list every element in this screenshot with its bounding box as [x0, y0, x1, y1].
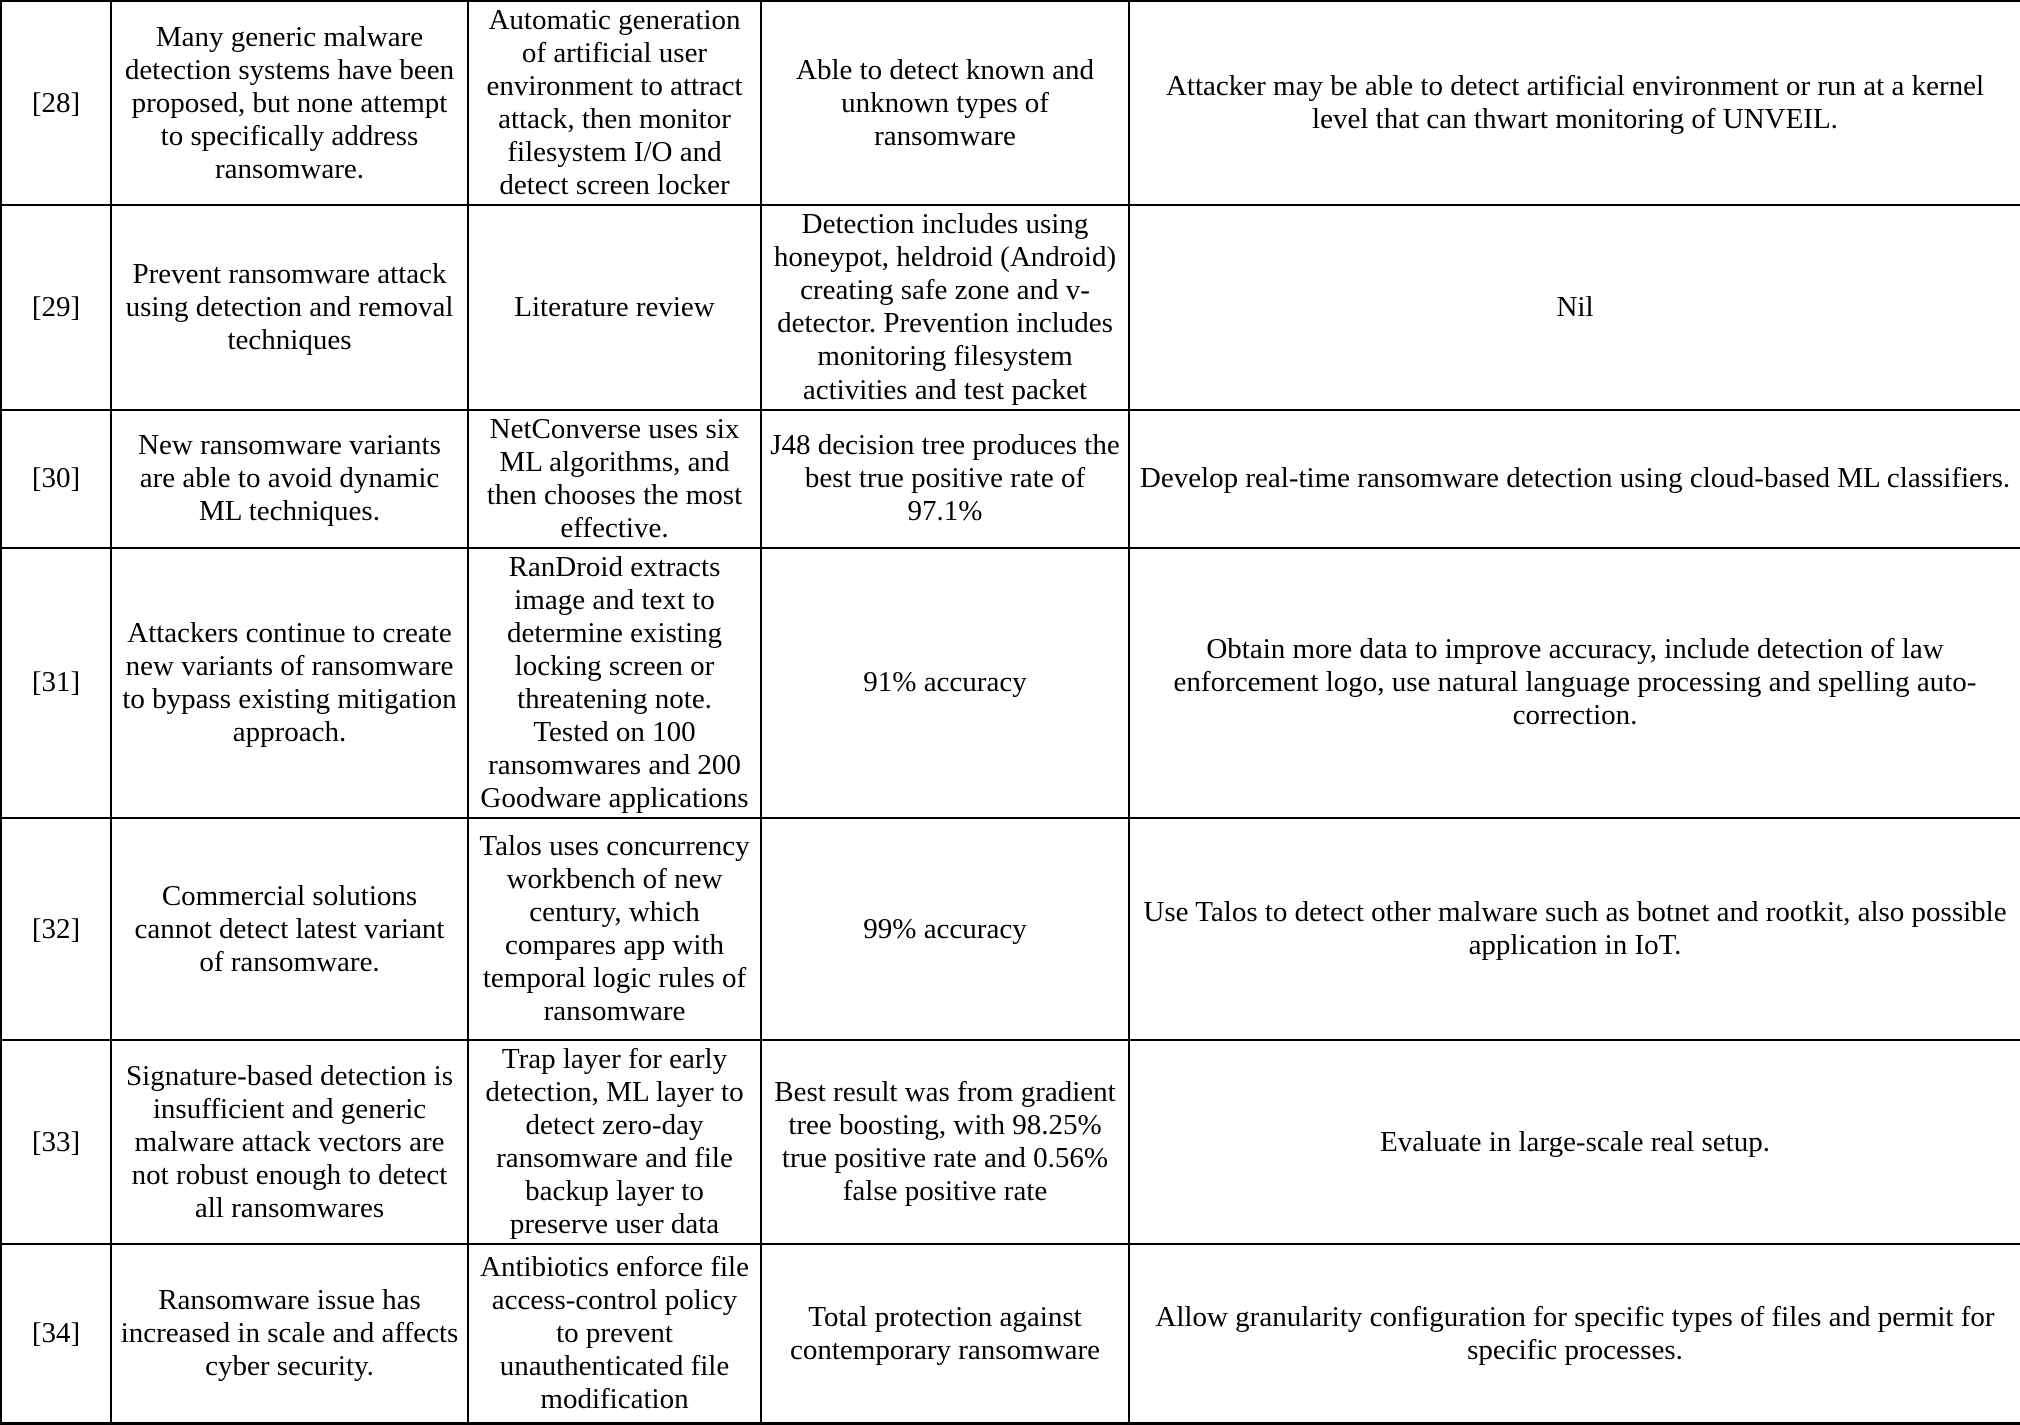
table-row — [1, 548, 2020, 818]
cell-method — [468, 1040, 761, 1244]
problem-text: Many generic malware detection systems have been proposed, but none attempt to specifically address ransomware. — [124, 20, 455, 185]
cell-reference — [1, 1244, 111, 1423]
table-row — [1, 1244, 2020, 1423]
cell-method — [468, 548, 761, 818]
method-text: Talos uses concurrency workbench of new century, which compares app with temporal logic rules of ransomware — [479, 829, 750, 1028]
reference-label: [30] — [31, 462, 81, 495]
problem-text: Prevent ransomware attack using detection and removal techniques — [125, 257, 454, 356]
reference-label: [33] — [31, 1125, 81, 1158]
cell-future-work — [1129, 1040, 2020, 1244]
method-text: NetConverse uses six ML algorithms, and then chooses the most effective. — [486, 412, 743, 544]
cell-problem — [111, 205, 468, 409]
method-text: Trap layer for early detection, ML layer to detect zero-day ransomware and file backup layer to preserve user data — [485, 1043, 744, 1241]
problem-text: Attackers continue to create new variants of ransomware to bypass existing mitigation approach. — [122, 616, 457, 748]
cell-future-work — [1129, 548, 2020, 818]
cell-method — [468, 1244, 761, 1423]
result-text: 99% accuracy — [863, 912, 1027, 945]
table-row — [1, 410, 2020, 548]
cell-method — [468, 205, 761, 409]
future-work-text: Use Talos to detect other malware such as botnet and rootkit, also possible application in IoT. — [1143, 896, 2007, 962]
cell-problem — [111, 410, 468, 548]
future-work-text: Allow granularity configuration for specific types of files and permit for specific processes. — [1155, 1300, 1995, 1366]
table-row — [1, 205, 2020, 409]
cell-future-work — [1129, 205, 2020, 409]
future-work-text: Nil — [1556, 290, 1594, 323]
reference-label: [32] — [31, 912, 81, 945]
result-text: Able to detect known and unknown types of ransomware — [796, 53, 1094, 152]
method-text: Antibiotics enforce file access-control policy to prevent unauthenticated file modification — [480, 1251, 749, 1416]
future-work-text: Develop real-time ransomware detection using cloud-based ML classifiers. — [1139, 462, 2011, 495]
cell-future-work — [1129, 1, 2020, 205]
problem-text: Signature-based detection is insufficient and generic malware attack vectors are not robust enough to detect all ransomwares — [126, 1059, 453, 1224]
cell-result — [761, 205, 1129, 409]
cell-reference — [1, 205, 111, 409]
cell-problem — [111, 1040, 468, 1244]
table-row — [1, 1, 2020, 205]
method-text: RanDroid extracts image and text to determine existing locking screen or threatening note. Tested on 100 ransomwares and 200 Goodware applications — [480, 550, 749, 815]
cell-method — [468, 818, 761, 1040]
result-text: Total protection against contemporary ransomware — [789, 1300, 1100, 1366]
problem-text: Commercial solutions cannot detect latest variant of ransomware. — [134, 879, 445, 978]
future-work-text: Obtain more data to improve accuracy, include detection of law enforcement logo, use natural language processing and spelling auto-correction. — [1173, 633, 1977, 732]
result-text: J48 decision tree produces the best true positive rate of 97.1% — [770, 429, 1120, 528]
result-text: Detection includes using honeypot, heldroid (Android) creating safe zone and v-detector. Prevention includes monitoring filesystem activities and test packet — [773, 208, 1117, 406]
table-row — [1, 818, 2020, 1040]
reference-label: [29] — [31, 290, 81, 323]
cell-method — [468, 410, 761, 548]
result-text: 91% accuracy — [863, 666, 1027, 699]
cell-result — [761, 818, 1129, 1040]
reference-label: [34] — [31, 1317, 81, 1350]
cell-problem — [111, 1, 468, 205]
cell-result — [761, 410, 1129, 548]
cell-result — [761, 1040, 1129, 1244]
cell-future-work — [1129, 410, 2020, 548]
cell-problem — [111, 1244, 468, 1423]
future-work-text: Attacker may be able to detect artificial environment or run at a kernel level that can thwart monitoring of UNVEIL. — [1165, 70, 1985, 136]
cell-result — [761, 1244, 1129, 1423]
method-text: Automatic generation of artificial user environment to attract attack, then monitor filesystem I/O and detect screen locker — [486, 4, 743, 202]
cell-result — [761, 548, 1129, 818]
cell-reference — [1, 548, 111, 818]
table-body — [1, 1, 2020, 1423]
cell-result — [761, 1, 1129, 205]
result-text: Best result was from gradient tree boosting, with 98.25% true positive rate and 0.56% false positive rate — [774, 1076, 1116, 1208]
method-text: Literature review — [514, 290, 715, 323]
reference-label: [28] — [31, 86, 81, 119]
cell-future-work — [1129, 818, 2020, 1040]
problem-text: New ransomware variants are able to avoid dynamic ML techniques. — [138, 429, 441, 528]
cell-problem — [111, 548, 468, 818]
cell-method — [468, 1, 761, 205]
cell-reference — [1, 818, 111, 1040]
reference-label: [31] — [31, 666, 81, 699]
future-work-text: Evaluate in large-scale real setup. — [1380, 1125, 1770, 1158]
cell-reference — [1, 1, 111, 205]
table-row — [1, 1040, 2020, 1244]
cell-problem — [111, 818, 468, 1040]
problem-text: Ransomware issue has increased in scale and affects cyber security. — [120, 1284, 459, 1383]
cell-future-work — [1129, 1244, 2020, 1423]
cell-reference — [1, 410, 111, 548]
cell-reference — [1, 1040, 111, 1244]
